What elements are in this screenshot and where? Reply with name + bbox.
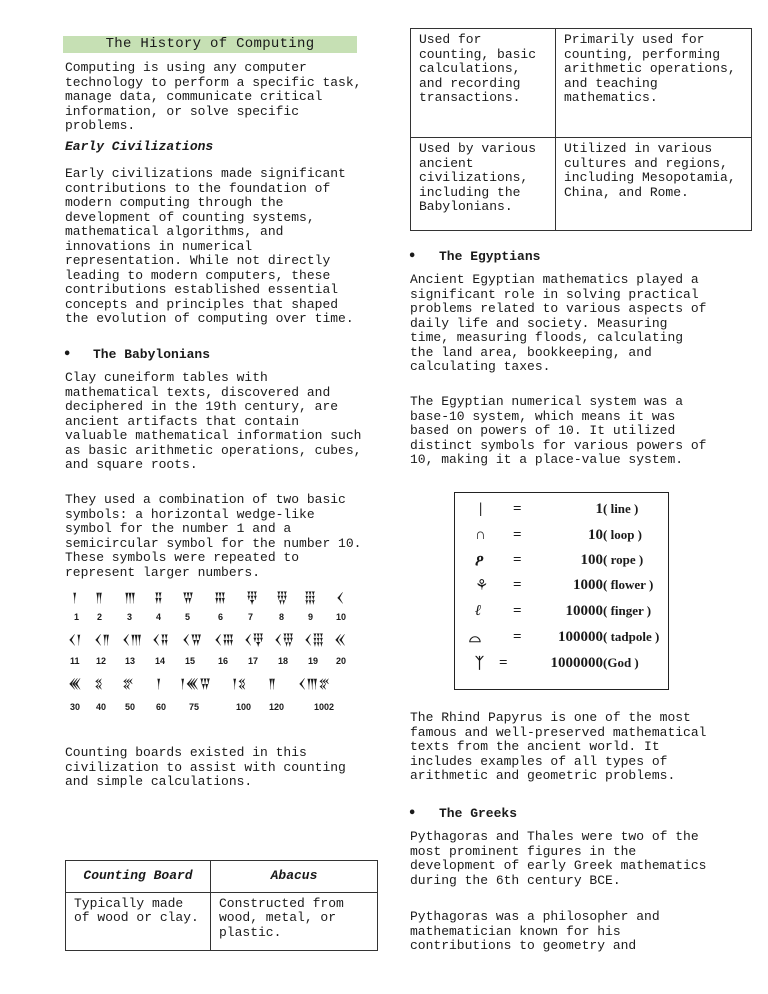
numeral-label: 8 — [279, 612, 285, 622]
egyptians-paragraph-3: The Rhind Papyrus is one of the most famous and well-preserved mathematical texts from the ancient world. It includes examples of all types of arithmetic and geometric problems. — [410, 710, 707, 783]
cuneiform-icon: 𒎙 — [334, 633, 347, 648]
cuneiform-icon: 𒁹𒌍𒐊 — [180, 677, 212, 692]
hieroglyph-value: 1000000 — [550, 655, 603, 671]
cuneiform-icon: 𒁹𒐏 — [232, 677, 247, 692]
babylonian-numerals-figure — [68, 592, 358, 722]
numeral-label: 13 — [125, 656, 136, 666]
cuneiform-icon: 𒈫 — [95, 591, 104, 606]
cuneiform-icon: 𒑄 — [276, 591, 289, 606]
hieroglyph-row — [455, 550, 668, 574]
babylonians-heading: • The Babylonians — [63, 347, 211, 362]
numerals-row-2 — [68, 634, 358, 674]
table-cell: Used by various ancient civilizations, including the Babylonians. — [411, 138, 556, 231]
cuneiform-icon: 𒌋𒐈𒐐 — [298, 677, 331, 692]
hieroglyph-value: 100000 — [558, 629, 603, 645]
hieroglyph-value: 1 — [595, 501, 603, 517]
numeral-label: 1002 — [314, 702, 335, 712]
hieroglyph-name: ( tadpole ) — [603, 629, 660, 644]
numeral-label: 2 — [97, 612, 103, 622]
equals-sign: = — [513, 577, 522, 593]
cuneiform-icon: 𒌋𒐈 — [122, 633, 143, 648]
numeral-label: 75 — [189, 702, 200, 712]
comparison-table-part-1 — [65, 860, 378, 951]
babylonians-paragraph-2: They used a combination of two basic symbols: a horizontal wedge-like symbol for the number 1 and a semicircular symbol for the number 10. These symbols were repeated to represent larger numbers. — [65, 492, 362, 580]
cuneiform-icon: 𒌋𒐋 — [214, 633, 235, 648]
egyptians-heading: • The Egyptians — [408, 249, 541, 264]
numeral-label: 7 — [248, 612, 254, 622]
numeral-label: 20 — [336, 656, 347, 666]
cuneiform-icon: 𒌋𒑆 — [304, 633, 325, 648]
equals-sign: = — [513, 501, 522, 517]
egyptian-numerals-figure — [454, 492, 669, 690]
equals-sign: = — [513, 527, 522, 543]
numerals-row-1 — [68, 592, 358, 632]
table-row — [411, 29, 752, 138]
numeral-label: 6 — [218, 612, 224, 622]
cuneiform-icon: 𒌋𒑄 — [274, 633, 295, 648]
cuneiform-icon: 𒐐 — [122, 677, 134, 692]
hieroglyph-value: 10 — [588, 527, 603, 543]
hieroglyph-name: ( loop ) — [603, 527, 642, 542]
numeral-label: 9 — [308, 612, 314, 622]
equals-sign: = — [513, 603, 522, 619]
cuneiform-icon: 𒌋 — [336, 591, 345, 606]
early-civilizations-text: Early civilizations made significant contributions to the foundation of modern computing through the development of counting systems, mathematical algorithms, and innovations in numerical representation. While not directly leading to modern computers, these contributions established essential concepts and principles that shaped the evolution of computing over time. — [65, 166, 354, 326]
greeks-paragraph-1: Pythagoras and Thales were two of the most prominent figures in the development of early Greek mathematics during the 6th century BCE. — [410, 829, 707, 888]
cuneiform-icon: 𒌍 — [68, 677, 82, 692]
cuneiform-icon: 𒁹 — [72, 591, 78, 606]
equals-sign: = — [499, 655, 508, 671]
hieroglyph-name: ( finger ) — [603, 603, 652, 618]
numeral-label: 120 — [269, 702, 285, 712]
hieroglyph-name: ( rope ) — [603, 552, 644, 567]
hieroglyph-row — [455, 601, 668, 625]
numeral-label: 50 — [125, 702, 136, 712]
numeral-label: 17 — [248, 656, 259, 666]
hieroglyph-row — [455, 575, 668, 599]
table-cell: Utilized in various cultures and regions, including Mesopotamia, China, and Rome. — [556, 138, 752, 231]
hieroglyph-row — [455, 627, 668, 651]
hieroglyph-god-icon: ᛉ — [475, 654, 485, 672]
hieroglyph-rope-icon: ዖ — [475, 551, 484, 569]
cuneiform-icon: 𒌋𒑂 — [244, 633, 265, 648]
cuneiform-icon: 𒑂 — [246, 591, 259, 606]
hieroglyph-finger-icon: ℓ — [475, 603, 482, 619]
table-cell: Typically made of wood or clay. — [66, 892, 211, 951]
babylonians-paragraph-1: Clay cuneiform tables with mathematical texts, discovered and deciphered in the 19th century, are ancient artifacts that contain valuable mathematical information such as basic arithmetic operations, cubes, and square roots. — [65, 370, 362, 472]
equals-sign: = — [513, 552, 522, 568]
hieroglyph-row — [455, 499, 668, 523]
hieroglyph-name: ( line ) — [603, 501, 639, 516]
table-cell: Constructed from wood, metal, or plastic. — [211, 892, 378, 951]
numeral-label: 18 — [278, 656, 289, 666]
cuneiform-icon: 𒌋𒐉 — [152, 633, 170, 648]
table-header-counting-board: Counting Board — [66, 861, 211, 893]
numeral-label: 4 — [156, 612, 162, 622]
cuneiform-icon: 𒐏 — [94, 677, 104, 692]
cuneiform-icon: 𒁹 — [156, 677, 162, 692]
hieroglyph-row — [455, 525, 668, 549]
cuneiform-icon: 𒐊 — [182, 591, 195, 606]
hieroglyph-loop-icon: ∩ — [475, 527, 486, 543]
page-title: The History of Computing — [63, 36, 357, 53]
cuneiform-icon: 𒈫 — [268, 677, 277, 692]
cuneiform-icon: 𒌋𒐊 — [182, 633, 203, 648]
bullet-icon: • — [63, 347, 72, 362]
numeral-label: 40 — [96, 702, 107, 712]
intro-paragraph: Computing is using any computer technology to perform a specific task, manage data, communicate critical information, or solve specific problems. — [65, 60, 362, 133]
numeral-label: 5 — [185, 612, 191, 622]
numeral-label: 30 — [70, 702, 81, 712]
table-cell: Used for counting, basic calculations, and recording transactions. — [411, 29, 556, 138]
hieroglyph-line-icon: | — [479, 501, 483, 517]
numeral-label: 60 — [156, 702, 167, 712]
cuneiform-icon: 𒑆 — [304, 591, 317, 606]
numeral-label: 14 — [155, 656, 166, 666]
egyptians-paragraph-2: The Egyptian numerical system was a base-10 system, which means it was based on powers of 10. It utilized distinct symbols for various powers of 10, making it a place-value system. — [410, 394, 707, 467]
table-cell: Primarily used for counting, performing arithmetic operations, and teaching mathematics. — [556, 29, 752, 138]
hieroglyph-value: 10000 — [565, 603, 603, 619]
hieroglyph-name: (God ) — [603, 655, 639, 670]
table-header-abacus: Abacus — [211, 861, 378, 893]
hieroglyph-value: 100 — [580, 552, 603, 568]
numeral-label: 10 — [336, 612, 347, 622]
cuneiform-icon: 𒐈 — [124, 591, 137, 606]
numerals-row-3 — [68, 678, 358, 722]
greeks-heading: • The Greeks — [408, 806, 518, 821]
hieroglyph-name: ( flower ) — [603, 577, 654, 592]
cuneiform-icon: 𒌋𒁹 — [68, 633, 82, 648]
bullet-icon: • — [408, 249, 417, 264]
numeral-label: 12 — [96, 656, 107, 666]
babylonians-paragraph-3: Counting boards existed in this civilization to assist with counting and simple calculations. — [65, 745, 346, 789]
table-row — [66, 892, 378, 951]
cuneiform-icon: 𒐋 — [214, 591, 227, 606]
hieroglyph-row — [455, 653, 668, 677]
numeral-label: 11 — [70, 656, 80, 666]
cuneiform-icon: 𒐉 — [154, 591, 163, 606]
greeks-paragraph-2: Pythagoras was a philosopher and mathematician known for his contributions to geometry and — [410, 909, 660, 953]
table-row — [411, 138, 752, 231]
hieroglyph-flower-icon: ⚘ — [475, 576, 489, 594]
numeral-label: 15 — [185, 656, 196, 666]
early-civilizations-heading: Early Civilizations — [65, 139, 214, 154]
hieroglyph-tadpole-icon: ⌓ — [469, 628, 481, 646]
hieroglyph-value: 1000 — [573, 577, 603, 593]
numeral-label: 3 — [127, 612, 133, 622]
numeral-label: 19 — [308, 656, 319, 666]
bullet-icon: • — [408, 806, 417, 821]
egyptians-paragraph-1: Ancient Egyptian mathematics played a significant role in solving practical problems related to various aspects of daily life and society. Measuring time, measuring floods, calculating the land area, bookkeeping, and calculating taxes. — [410, 272, 707, 374]
numeral-label: 100 — [236, 702, 252, 712]
cuneiform-icon: 𒌋𒈫 — [94, 633, 111, 648]
comparison-table-part-2 — [410, 28, 752, 231]
equals-sign: = — [513, 629, 522, 645]
numeral-label: 1 — [74, 612, 80, 622]
table-header-row — [66, 861, 378, 893]
numeral-label: 16 — [218, 656, 229, 666]
